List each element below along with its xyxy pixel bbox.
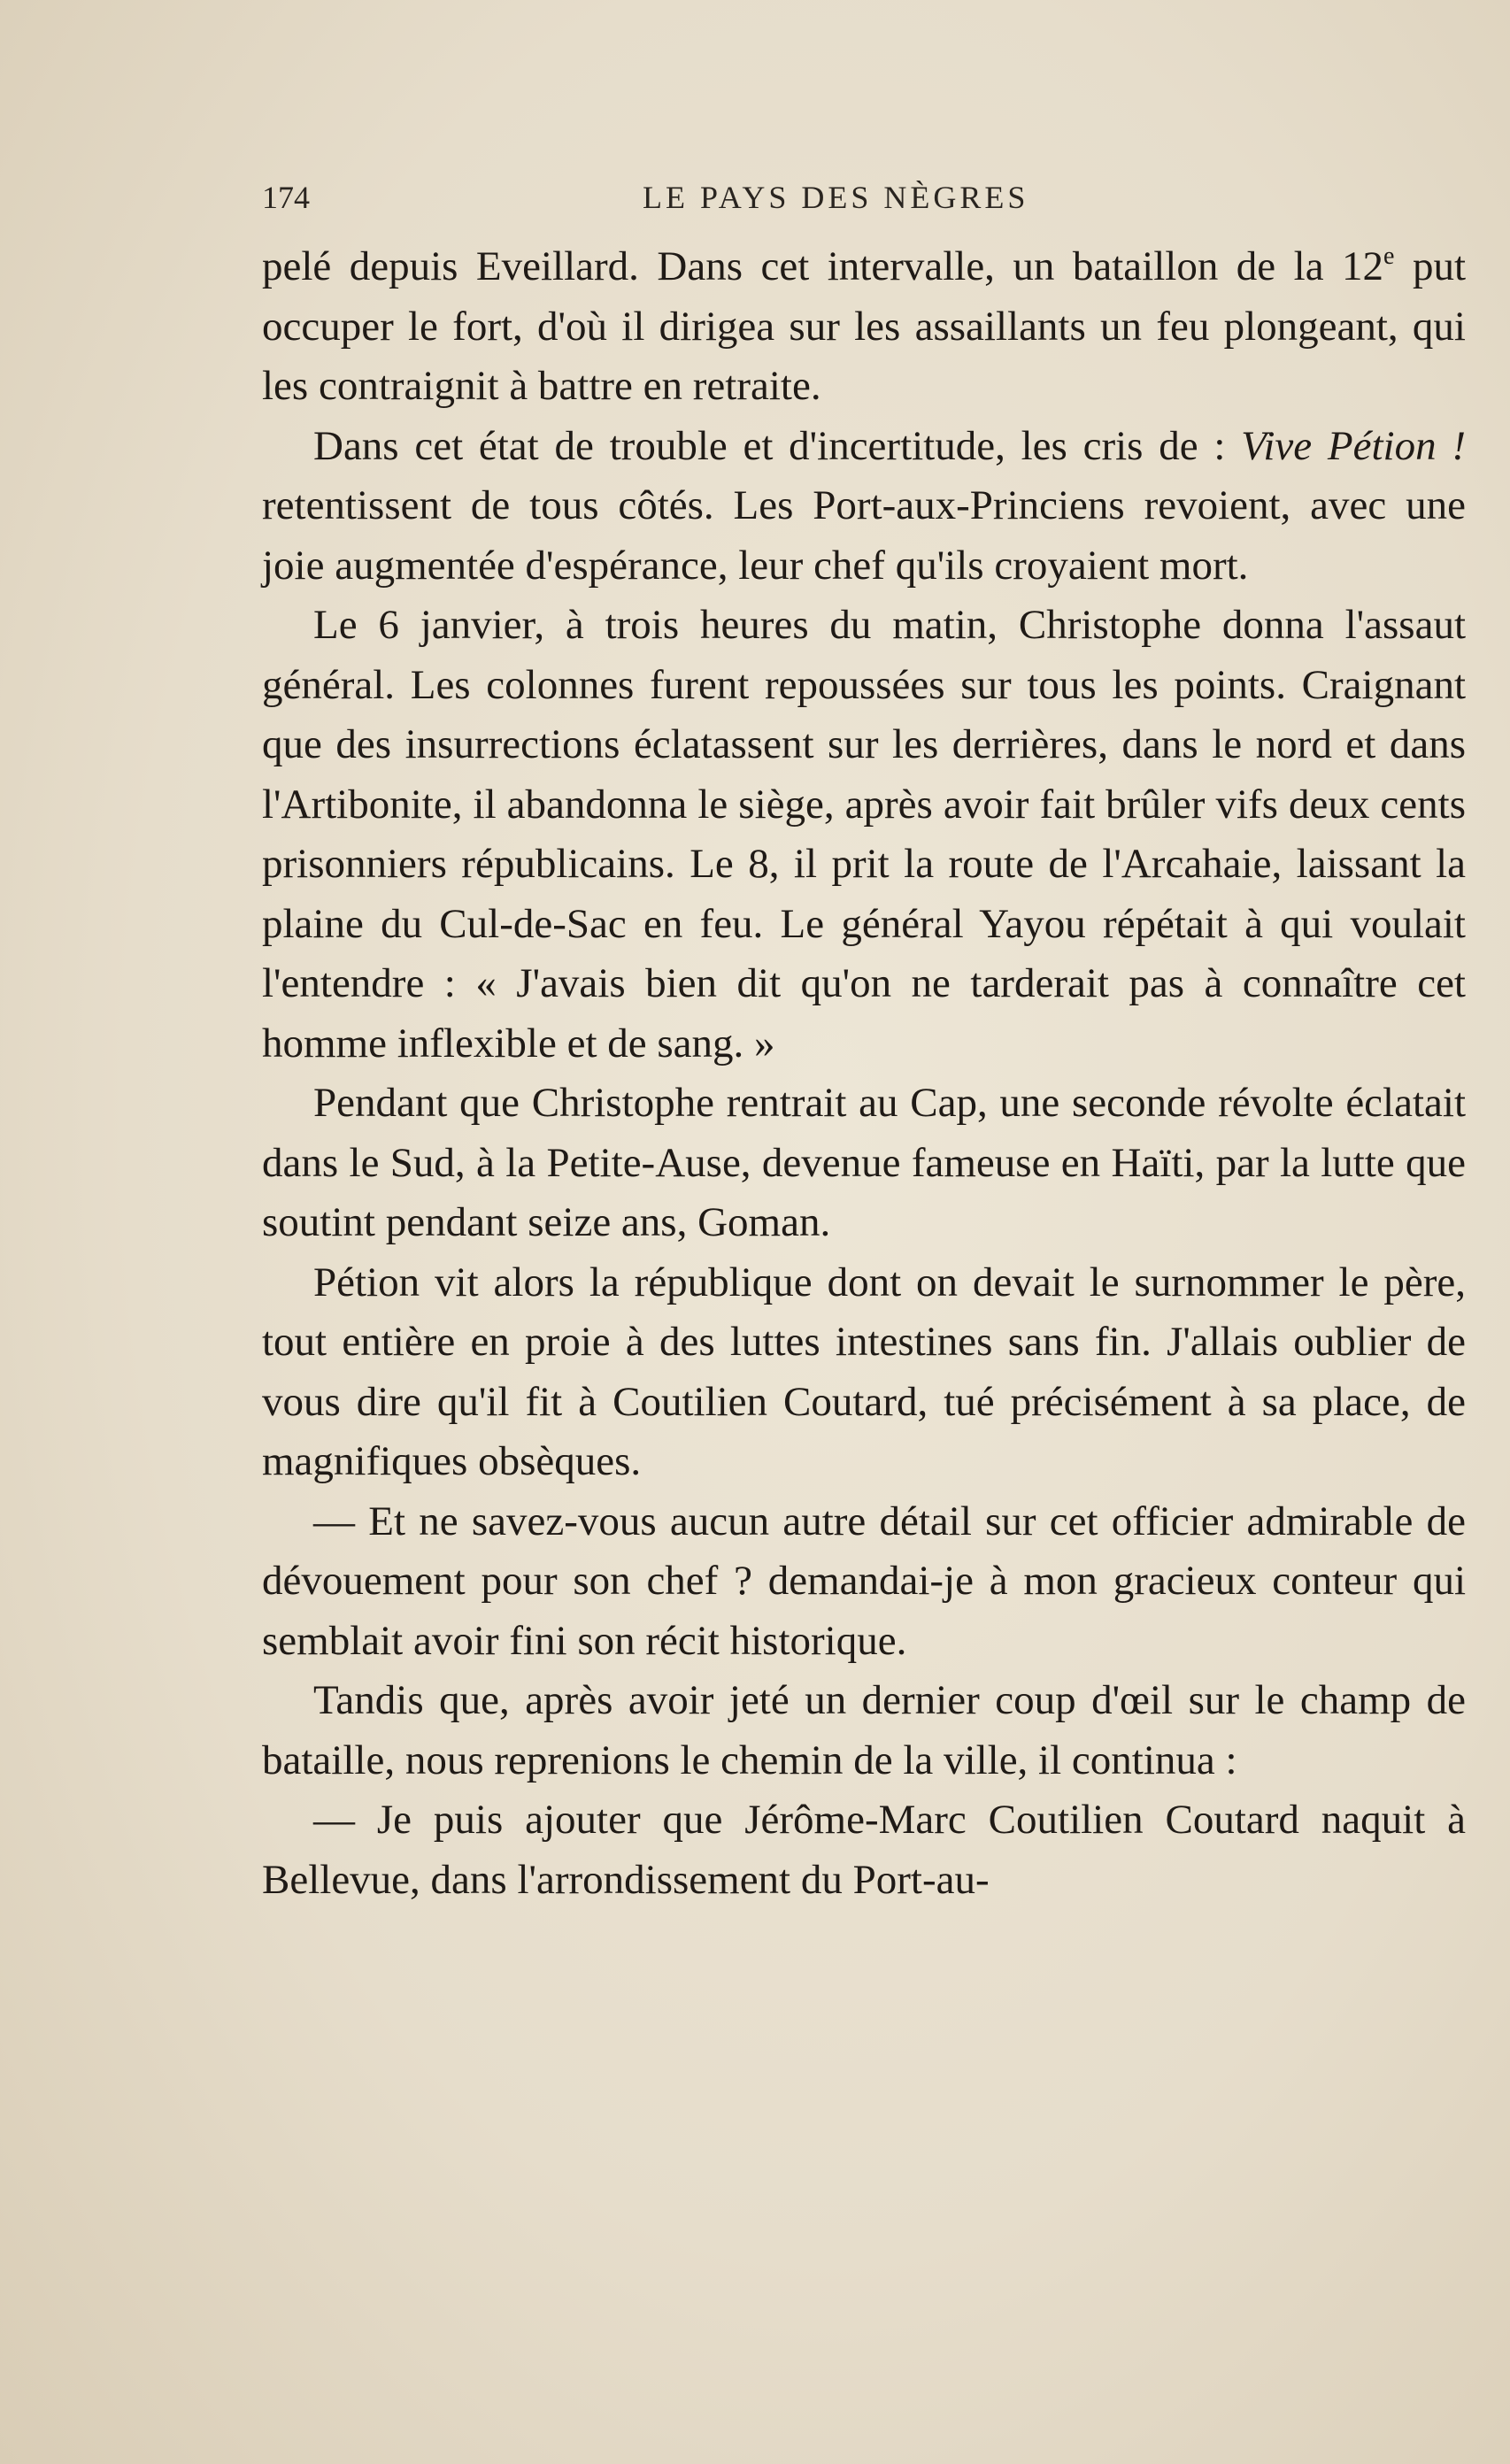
page-number: 174 — [262, 180, 310, 215]
text-run: pelé depuis Eveillard. Dans cet intervalle, un bataillon de la 12 — [262, 243, 1384, 289]
paragraph: Le 6 janvier, à trois heures du matin, Christophe donna l'assaut général. Les colonnes furent repoussées sur tous les points. Craignant que des insurrections éclatassent sur les derrières, dans le nord et dans l'Artibonite, il abandonna le siège, après avoir fait brûler vifs deux cents prisonniers républicains. Le 8, il prit la route de l'Arcahaie, laissant la plaine du Cul-de-Sac en feu. Le général Yayou répétait à qui voulait l'entendre : « J'avais bien dit qu'on ne tarderait pas à connaître cet homme inflexible et de sang. » — [262, 602, 1466, 1066]
text-run: put occuper le fort, d'où il dirigea sur les assaillants un feu plongeant, qui les contraignit à battre en retraite. — [262, 243, 1466, 409]
paragraph: — Je puis ajouter que Jérôme-Marc Coutilien Coutard naquit à Bellevue, dans l'arrondissement du Port-au- — [262, 1797, 1466, 1903]
text-run: Dans cet état de trouble et d'incertitude, les cris de : — [313, 422, 1242, 469]
paragraph: Pendant que Christophe rentrait au Cap, une seconde révolte éclatait dans le Sud, à la Petite-Ause, devenue fameuse en Haïti, par la lutte que soutint pendant seize ans, Goman. — [262, 1080, 1466, 1245]
paragraph: — Et ne savez-vous aucun autre détail sur cet officier admirable de dévouement pour son chef ? demandai-je à mon gracieux conteur qui semblait avoir fini son récit historique. — [262, 1498, 1466, 1664]
text-run: retentissent de tous côtés. Les Port-aux-Princiens revoient, avec une joie augmentée d'espérance, leur chef qu'ils croyaient mort. — [262, 482, 1466, 589]
paragraph: Tandis que, après avoir jeté un dernier coup d'œil sur le champ de bataille, nous reprenions le chemin de la ville, il continua : — [262, 1677, 1466, 1783]
running-head: LE PAYS DES NÈGRES — [643, 180, 1029, 215]
italic-exclamation: Vive Pétion ! — [1241, 422, 1466, 469]
paragraph: Pétion vit alors la république dont on devait le surnommer le père, tout entière en proie à des luttes intestines sans fin. J'allais oublier de vous dire qu'il fit à Coutilien Coutard, tué précisément à sa place, de magnifiques obsèques. — [262, 1259, 1466, 1484]
paragraph — [262, 237, 1466, 417]
page-header — [262, 173, 1466, 227]
superscript: e — [1383, 243, 1395, 270]
body-text — [262, 237, 1466, 1910]
paragraph — [262, 417, 1466, 597]
